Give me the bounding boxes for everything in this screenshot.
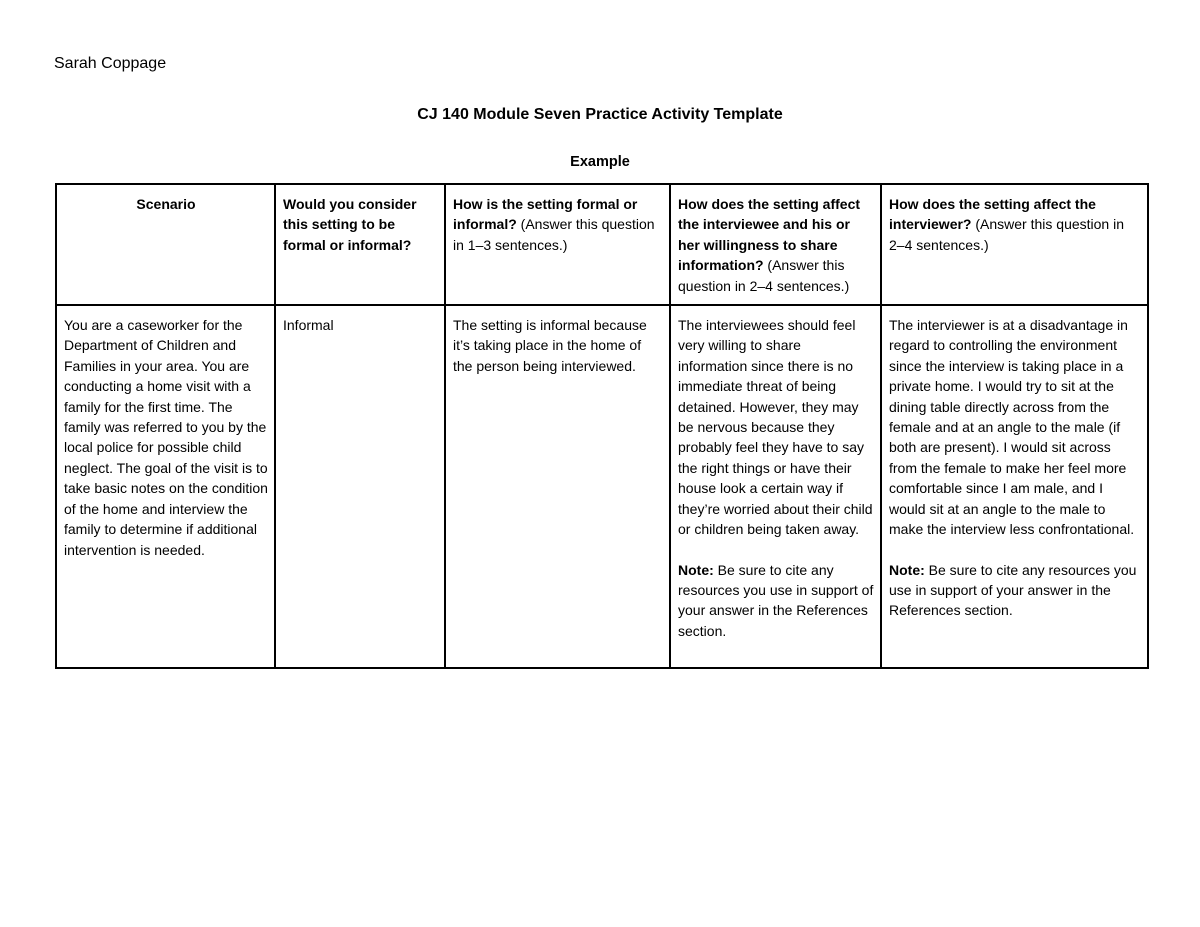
header-scenario — [56, 184, 275, 305]
interviewee-note-text: Be sure to cite any resources you use in support of your answer in the References section. — [678, 561, 874, 639]
header-scenario-label: Scenario — [136, 196, 196, 212]
header-interviewer-question-label: How does the setting affect the interviewer? — [889, 196, 1096, 233]
section-label: Example — [570, 154, 630, 170]
author-name: Sarah Coppage — [54, 55, 167, 72]
formal-answer-text: Informal — [283, 317, 334, 334]
header-interviewer-hint: (Answer this question in 2–4 sentences.) — [889, 216, 1125, 253]
cell-interviewee-answer — [670, 305, 881, 668]
document-title: CJ 140 Module Seven Practice Activity Template — [417, 106, 783, 123]
interviewer-note-label: Note: — [889, 561, 925, 578]
cell-how-answer — [445, 305, 670, 668]
header-formal-question-label: Would you consider this setting to be formal or informal? — [283, 196, 417, 253]
header-how-hint: (Answer this question in 1–3 sentences.) — [453, 216, 655, 253]
interviewee-answer-text: The interviewees should feel very willing to share information since there is no immediate threat of being detained. However, they may be nervous because they probably feel they have to say the right things or have their house look a certain way if they’re worried about their child or children being taken away. — [678, 317, 873, 538]
table-header-row — [56, 184, 1148, 305]
interviewee-note-label: Note: — [678, 561, 714, 578]
table-row — [56, 305, 1148, 668]
interviewee-note — [678, 560, 874, 642]
interviewer-answer-text: The interviewer is at a disadvantage in regard to controlling the environment since the interview is taking place in a private home. I would try to sit at the dining table directly across from the female and at an angle to the male (if both are present). I would sit across from the female to make her feel more comfortable since I am male, and I would sit at an angle to the male to make the interview less confrontational. — [889, 317, 1135, 538]
header-interviewee-question — [670, 184, 881, 305]
header-how-question — [445, 184, 670, 305]
practice-activity-table — [55, 183, 1149, 669]
cell-interviewer-answer — [881, 305, 1148, 668]
interviewer-note-text: Be sure to cite any resources you use in support of your answer in the References section. — [889, 561, 1137, 619]
cell-scenario — [56, 305, 275, 668]
header-interviewer-question — [881, 184, 1148, 305]
header-how-question-label: How is the setting formal or informal? — [453, 196, 638, 233]
interviewer-note — [889, 560, 1141, 621]
how-answer-text: The setting is informal because it’s taking place in the home of the person being interviewed. — [453, 317, 647, 374]
header-interviewee-question-label: How does the setting affect the interviewee and his or her willingness to share information? — [678, 196, 861, 274]
header-formal-question — [275, 184, 445, 305]
cell-formal-answer — [275, 305, 445, 668]
scenario-text: You are a caseworker for the Department of Children and Families in your area. You are conducting a home visit with a family for the first time. The family was referred to you by the local police for possible child neglect. The goal of the visit is to take basic notes on the condition of the home and interview the family to determine if additional intervention is needed. — [64, 317, 268, 558]
header-interviewee-hint: (Answer this question in 2–4 sentences.) — [678, 257, 850, 294]
